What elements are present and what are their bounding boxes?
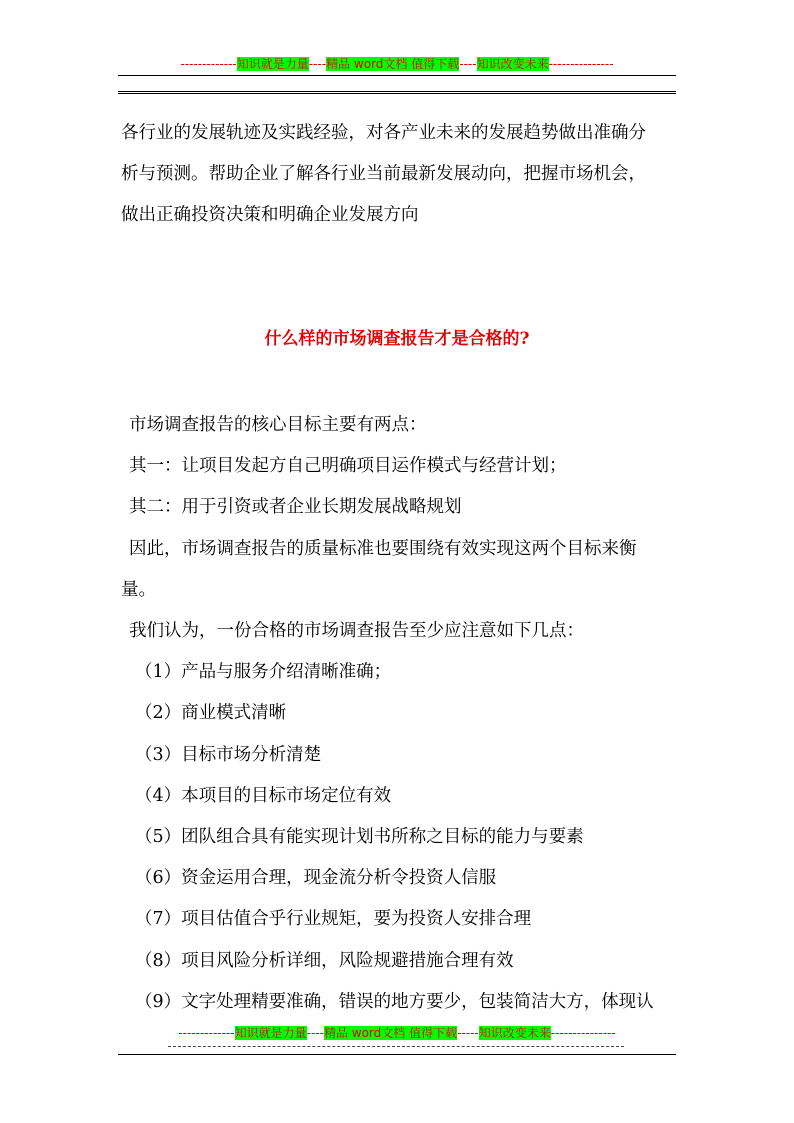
footer-banner (0, 1025, 794, 1041)
body-line-we-think: 我们认为，一份合格的市场调查报告至少应注意如下几点： (129, 621, 584, 642)
header-segment-2: 精品 word文档 值得下载 (326, 57, 460, 71)
list-item: （7）项目估值合乎行业规矩，要为投资人安排合理 (135, 909, 532, 930)
header-dashes-mid-2: ---- (459, 57, 477, 71)
header-segment-3: 知识改变未来 (476, 57, 549, 71)
header-dashes-mid-1: ---- (308, 57, 327, 71)
body-line-goal-2: 其二：用于引资或者企业长期发展战略规划 (129, 497, 462, 518)
header-dashes-left: ------------- (180, 57, 237, 71)
body-line-therefore-cont: 量。 (121, 579, 156, 600)
section-title: 什么样的市场调查报告才是合格的? (264, 329, 530, 349)
header-double-rule (118, 91, 676, 94)
list-item: （4）本项目的目标市场定位有效 (135, 785, 392, 806)
list-item: （3）目标市场分析清楚 (135, 744, 322, 765)
header-segment-1: 知识就是力量 (236, 57, 309, 71)
header-rule (118, 75, 676, 76)
footer-segment-1: 知识就是力量 (234, 1026, 307, 1040)
list-item: （9）文字处理精要准确，错误的地方要少，包装简洁大方，体现认 (135, 991, 654, 1012)
list-item: （1）产品与服务介绍清晰准确； (135, 662, 392, 683)
header-banner (0, 56, 794, 72)
list-item: （8）项目风险分析详细，风险规避措施合理有效 (135, 950, 514, 971)
footer-segment-2: 精品 word文档 值得下载 (323, 1026, 458, 1040)
footer-dashes-right: --------------- (550, 1026, 616, 1040)
list-item: （6）资金运用合理，现金流分析令投资人信服 (135, 868, 497, 889)
footer-dashes-left: ------------- (178, 1026, 235, 1040)
footer-segment-3: 知识改变未来 (478, 1026, 551, 1040)
footer-rule (118, 1054, 676, 1055)
list-item: （2）商业模式清晰 (135, 703, 287, 724)
footer-dashes-mid-2: ----- (457, 1026, 479, 1040)
body-content (121, 405, 681, 1023)
header-dashes-right: --------------- (548, 57, 614, 71)
footer-dotted-rule (168, 1046, 624, 1047)
intro-line-3: 做出正确投资决策和明确企业发展方向 (121, 205, 419, 225)
body-line-therefore: 因此，市场调查报告的质量标准也要围绕有效实现这两个目标来衡 (129, 538, 637, 559)
body-line-goals: 市场调查报告的核心目标主要有两点： (129, 415, 427, 435)
intro-line-1: 各行业的发展轨迹及实践经验，对各产业未来的发展趋势做出准确分 (121, 123, 646, 143)
intro-line-2: 析与预测。帮助企业了解各行业当前最新发展动向，把握市场机会， (121, 164, 646, 184)
footer-dashes-mid-1: ---- (306, 1026, 324, 1040)
body-line-goal-1: 其一：让项目发起方自己明确项目运作模式与经营计划； (129, 456, 567, 477)
intro-paragraph (121, 113, 681, 236)
list-item: （5）团队组合具有能实现计划书所称之目标的能力与要素 (135, 827, 584, 848)
